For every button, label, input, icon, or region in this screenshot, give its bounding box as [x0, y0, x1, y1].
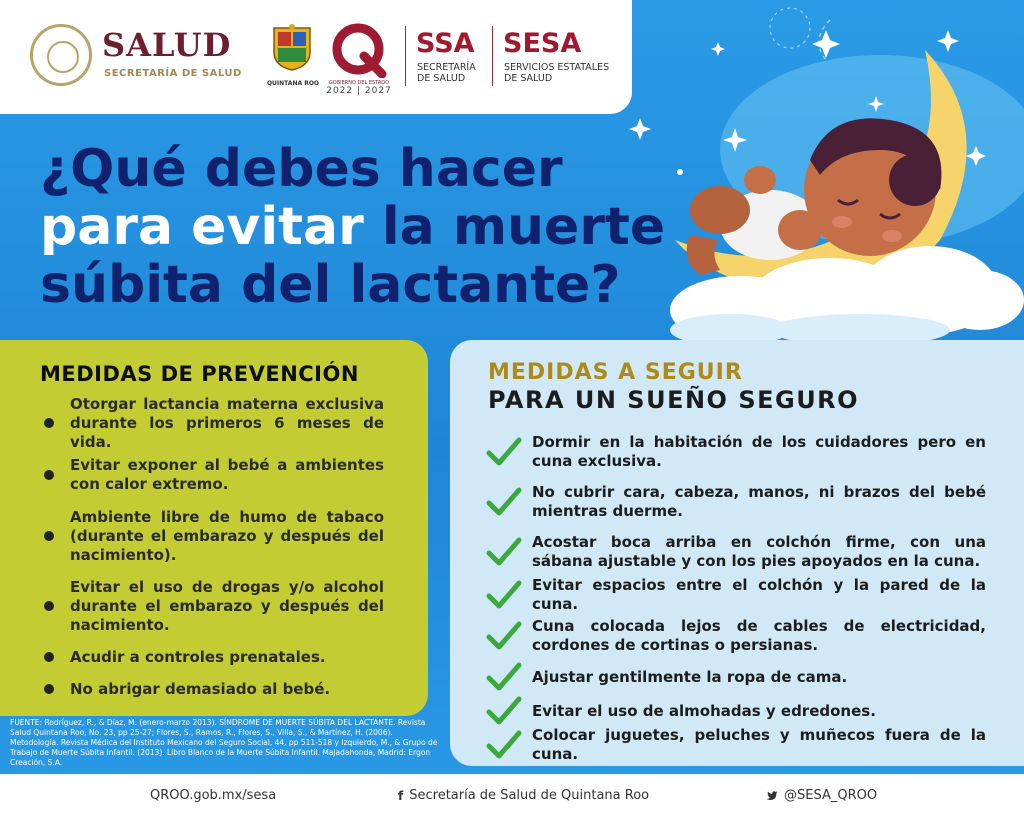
footer [0, 774, 1024, 819]
check-icon [486, 730, 522, 760]
bullet-icon [44, 418, 54, 428]
list-item: Acostar boca arriba en colchón firme, con una sábana ajustable y con los pies apoyados en la cuna. [486, 532, 986, 572]
prevention-heading: MEDIDAS DE PREVENCIÓN [40, 362, 359, 386]
title-line-1: ¿Qué debes hacer [40, 139, 563, 199]
quintana-roo-label: QUINTANA ROO [266, 80, 320, 87]
list-item: Dormir en la habitación de los cuidadores pero en cuna exclusiva. [486, 432, 986, 472]
government-years: 2022 | 2027 [326, 86, 392, 96]
list-item: Ambiente libre de humo de tabaco (durante el embarazo y después del nacimiento). [44, 506, 384, 566]
list-item: Colocar juguetes, peluches y muñecos fuera de la cuna. [486, 732, 986, 758]
prevention-list [44, 394, 384, 700]
list-item: No abrigar demasiado al bebé. [44, 678, 384, 700]
check-icon [486, 487, 522, 517]
sesa-title: SESA [503, 28, 582, 59]
quintana-roo-shield-icon [270, 22, 314, 72]
bullet-icon [44, 684, 54, 694]
title-highlight: para evitar [40, 197, 364, 257]
list-item: Evitar el uso de almohadas y edredones. [486, 698, 986, 724]
source-citation: FUENTE: Rodríguez, R., & Díaz, M. (enero-marzo 2013). SÍNDROME DE MUERTE SÚBITA DEL LACTANTE. Revista Salud Quintana Roo, No. 23, pp 25-27; Flores, S., Ramos, R., Flores, S., Villa, S., & Martínez, H. (2006). Metodología. Revista Médica del Instituto Mexicano del Seguro Social, 44, pp 511-518 y Izquierdo, M., & Grupo de Trabajo de Muerte Súbita Infantil. (2013). Libro Blanco de la Muerte Súbita Infantil. Majadahonda, Madrid: Ergon Creación, S.A. [10, 718, 438, 767]
twitter-bird-icon [766, 791, 778, 801]
government-label: GOBIERNO DEL ESTADO [328, 80, 390, 86]
national-seal-icon [30, 24, 92, 86]
list-item: Cuna colocada lejos de cables de electricidad, cordones de cortinas o persianas. [486, 616, 986, 656]
list-item: Evitar espacios entre el colchón y la pared de la cuna. [486, 582, 986, 608]
footer-twitter[interactable]: @SESA_QROO [766, 788, 877, 803]
list-item: Evitar exponer al bebé a ambientes con calor extremo. [44, 454, 384, 496]
facebook-icon: f [398, 788, 404, 803]
check-icon [486, 537, 522, 567]
safe-sleep-list [486, 432, 986, 763]
sesa-subtitle: SERVICIOS ESTATALES DE SALUD [504, 62, 610, 84]
check-icon [486, 662, 522, 692]
bullet-icon [44, 601, 54, 611]
list-item: Acudir a controles prenatales. [44, 646, 384, 668]
salud-subtitle: SECRETARÍA DE SALUD [104, 68, 242, 79]
sleeping-baby-on-moon-illustration [580, 0, 1024, 360]
divider [405, 26, 406, 86]
check-icon [486, 580, 522, 610]
divider [492, 26, 493, 86]
title-line-2-rest: la muerte [363, 197, 666, 257]
bullet-icon [44, 652, 54, 662]
safe-sleep-heading-1: MEDIDAS A SEGUIR [488, 360, 743, 385]
title-line-3: súbita del lactante? [40, 255, 621, 315]
salud-title: SALUD [102, 26, 232, 64]
safe-sleep-panel [450, 340, 1024, 766]
check-icon [486, 696, 522, 726]
footer-facebook[interactable]: f Secretaría de Salud de Quintana Roo [398, 788, 650, 803]
ssa-subtitle: SECRETARÍA DE SALUD [417, 62, 476, 84]
bullet-icon [44, 470, 54, 480]
footer-website[interactable]: QROO.gob.mx/sesa [150, 788, 277, 803]
list-item: Otorgar lactancia materna exclusiva durante los primeros 6 meses de vida. [44, 402, 384, 444]
bullet-icon [44, 531, 54, 541]
safe-sleep-heading-2: PARA UN SUEÑO SEGURO [488, 386, 860, 414]
check-icon [486, 621, 522, 651]
check-icon [486, 437, 522, 467]
list-item: Ajustar gentilmente la ropa de cama. [486, 664, 986, 690]
list-item: No cubrir cara, cabeza, manos, ni brazos del bebé mientras duerme. [486, 482, 986, 522]
prevention-panel [0, 340, 428, 716]
ssa-title: SSA [416, 28, 475, 59]
logo-bar [0, 0, 632, 114]
list-item: Evitar el uso de drogas y/o alcohol durante el embarazo y después del nacimiento. [44, 576, 384, 636]
government-q-logo-icon [330, 22, 388, 78]
